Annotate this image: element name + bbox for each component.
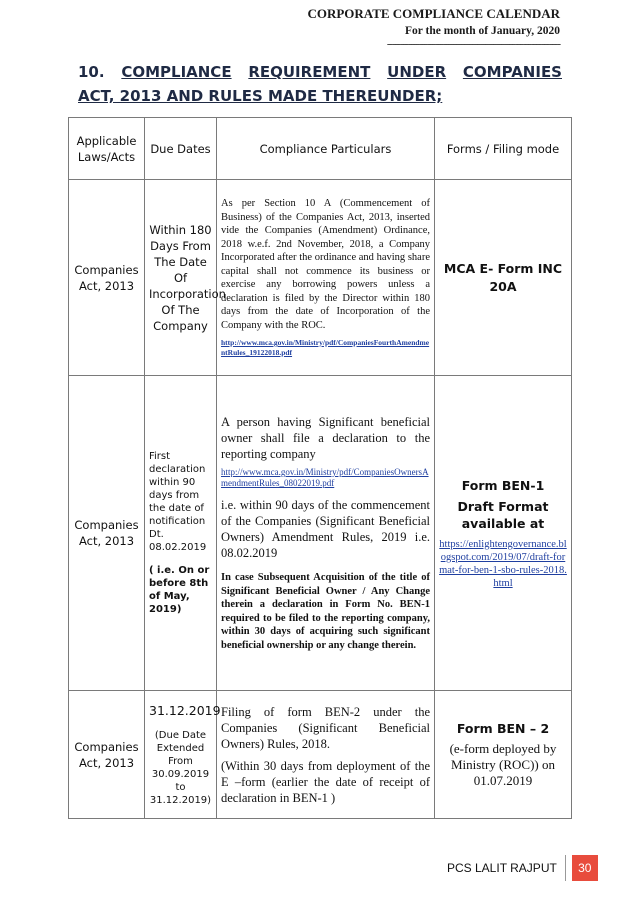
particulars-text: As per Section 10 A (Commencement of Business) of the Companies Act, 2013, inserted vide the Companies (Amendment) Ordinance, 2018 w.e.f. 2nd November, 2018, a Company Incorporated after the ordinance and having share capital shall not commence its business or exercise any borrowing powers unless a declaration is filed by the Director within 180 days from the date of Incorporation of the Company with the ROC. xyxy=(221,198,430,331)
section-title xyxy=(78,60,562,108)
mca-link[interactable]: http://www.mca.gov.in/Ministry/pdf/CompaniesOwnersAmendmentRules_08022019.pdf xyxy=(221,467,429,488)
due-date-note: ( i.e. On or before 8th of May, 2019) xyxy=(149,565,210,615)
form-name: MCA E- Form INC 20A xyxy=(443,260,563,294)
table-row xyxy=(69,180,572,376)
title-word: 10. xyxy=(78,63,105,81)
due-date-cell: Within 180 Days From The Date Of Incorporation Of The Company xyxy=(145,180,217,376)
particulars-text: Filing of form BEN-2 under the Companies (Significant Beneficial Owners) Rules, 2018. xyxy=(221,704,430,751)
table-row xyxy=(69,691,572,819)
form-name: Form BEN-1 xyxy=(461,477,545,493)
form-name: Form BEN – 2 xyxy=(456,721,550,736)
due-date-text: First declaration within 90 days from the date of notification Dt. 08.02.2019 xyxy=(149,451,207,553)
title-word: COMPANIES xyxy=(462,63,562,81)
particulars-cell xyxy=(217,691,435,819)
title-word: UNDER xyxy=(387,63,447,81)
title-line-2: ACT, 2013 AND RULES MADE THEREUNDER; xyxy=(78,87,443,105)
form-cell xyxy=(435,691,572,819)
particulars-text: i.e. within 90 days of the commencement of the Companies (Significant Beneficial Owners) Amendment Rules, 2019 i.e. 08.02.2019 xyxy=(221,498,430,560)
particulars-text: (Within 30 days from deployment of the E –form (earlier the date of receipt of declaration in BEN-1 ) xyxy=(221,758,430,805)
form-cell xyxy=(435,376,572,691)
column-header: Applicable Laws/Acts xyxy=(69,118,145,180)
column-header: Forms / Filing mode xyxy=(435,118,572,180)
column-header: Due Dates xyxy=(145,118,217,180)
column-header: Compliance Particulars xyxy=(217,118,435,180)
table-row xyxy=(69,376,572,691)
page-footer xyxy=(447,855,598,881)
law-cell: Companies Act, 2013 xyxy=(69,180,145,376)
due-date-note: (Due Date Extended From 30.09.2019 to 31.12.2019) xyxy=(149,729,212,806)
draft-format-link[interactable]: https://enlightengovernance.blogspot.com/2019/07/draft-format-for-ben-1-sbo-rules-2018.html xyxy=(439,538,567,589)
law-cell: Companies Act, 2013 xyxy=(69,376,145,691)
due-date-cell xyxy=(145,376,217,691)
form-note: (e-form deployed by Ministry (ROC)) on 01.07.2019 xyxy=(449,741,557,788)
header-rule: ----------------------------------------------------------------- xyxy=(386,38,560,50)
mca-link[interactable]: http://www.mca.gov.in/Ministry/pdf/CompaniesFourthAmendmentRules_19122018.pdf xyxy=(221,338,430,357)
particulars-cell xyxy=(217,180,435,376)
table-header-row xyxy=(69,118,572,180)
particulars-cell xyxy=(217,376,435,691)
due-date-cell xyxy=(145,691,221,819)
due-date-text: 31.12.2019 xyxy=(149,702,221,718)
footer-author: PCS LALIT RAJPUT xyxy=(447,855,566,881)
title-word: COMPLIANCE xyxy=(121,63,232,81)
page-number: 30 xyxy=(572,855,598,881)
form-note: Draft Format available at xyxy=(457,498,549,531)
compliance-table xyxy=(68,117,572,819)
particulars-text: A person having Significant beneficial owner shall file a declaration to the reporting company xyxy=(221,415,430,461)
header-title: CORPORATE COMPLIANCE CALENDAR xyxy=(307,6,560,21)
header-subtitle: For the month of January, 2020 xyxy=(404,25,560,37)
form-cell xyxy=(435,180,572,376)
title-word: REQUIREMENT xyxy=(248,63,371,81)
particulars-note: In case Subsequent Acquisition of the title of Significant Beneficial Owner / Any Change therein a declaration in Form No. BEN-1 required to be filed to the reporting company, within 30 days of acquiring such significant beneficial ownership or any change therein. xyxy=(221,572,430,651)
law-cell: Companies Act, 2013 xyxy=(69,691,145,819)
